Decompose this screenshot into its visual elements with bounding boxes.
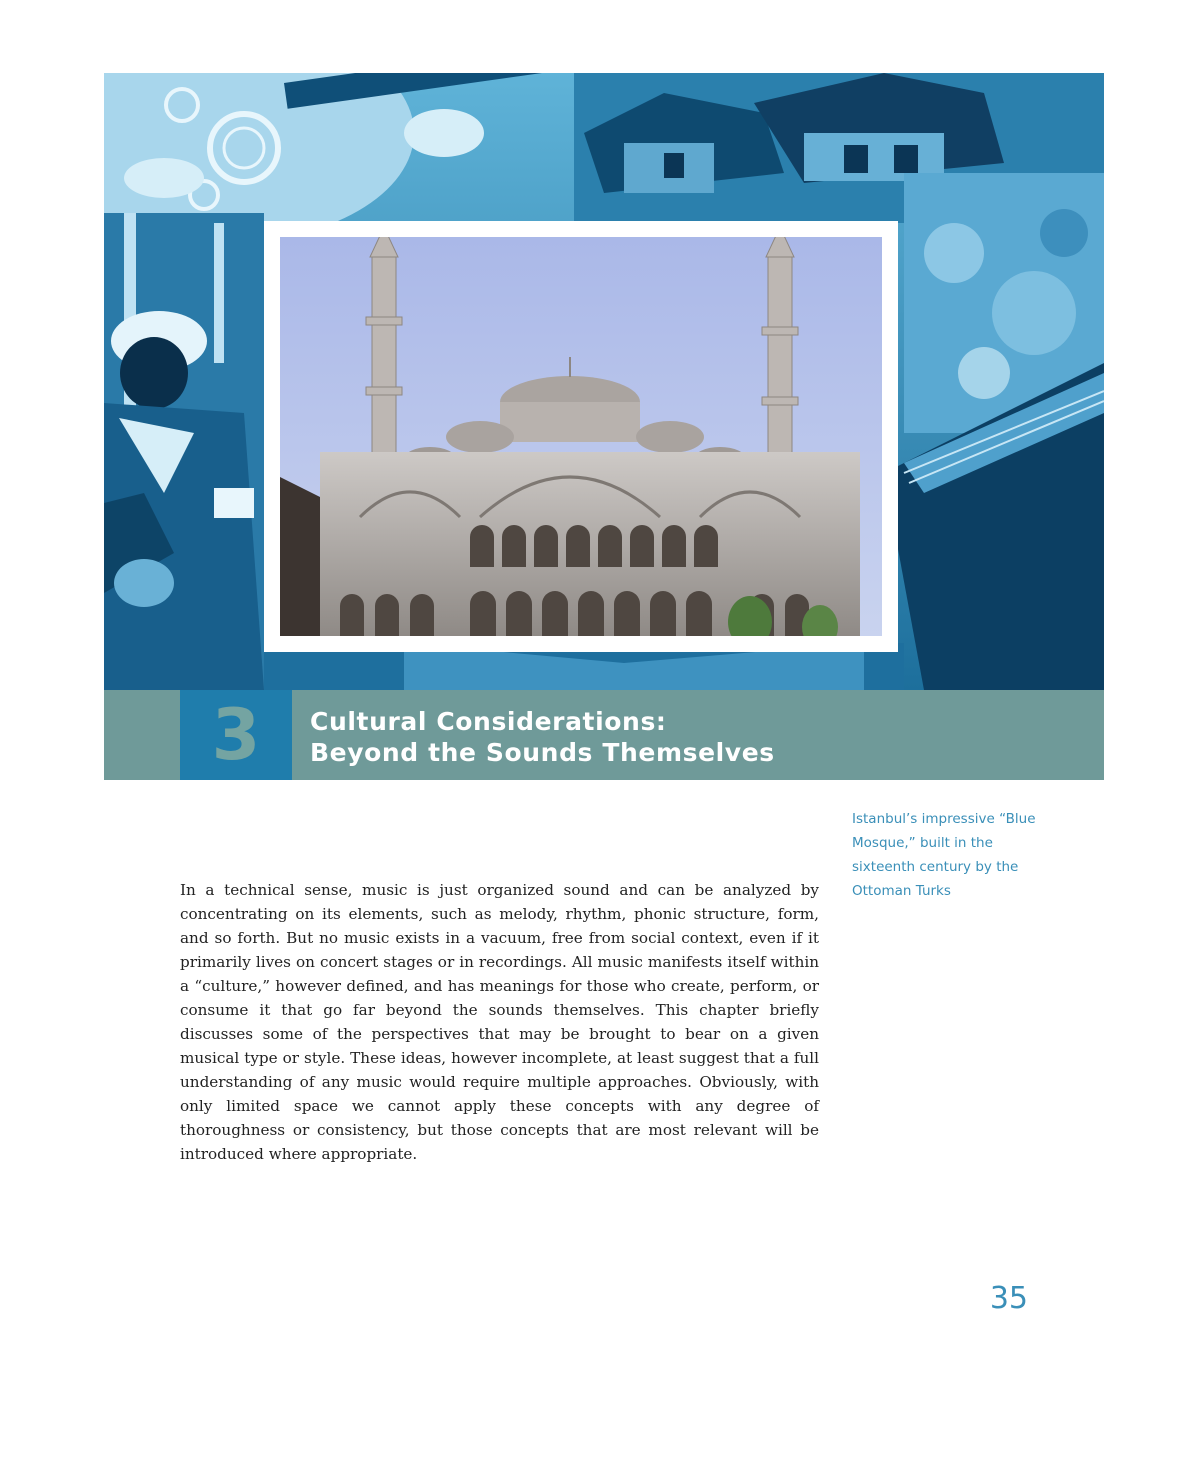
chapter-title-line-1: Cultural Considerations:	[310, 707, 667, 736]
photo-caption: Istanbul’s impressive “Blue Mosque,” built in the sixteenth century by the Ottoman Turks	[852, 811, 1036, 899]
mosque-photo-frame	[264, 221, 898, 652]
body-paragraph: In a technical sense, music is just organized sound and can be analyzed by concentrating on its elements, such as melody, rhythm, phonic structure, form, and so forth. But no music exists in a vacuum, free from social context, even if it primarily lives on concert stages or in recordings. All music manifests itself within a “culture,” however defined, and has meanings for those who create, perform, or consume it that go far beyond the sounds themselves. This chapter briefly discusses some of the perspectives that may be brought to bear on a given musical type or style. These ideas, however incomplete, at least suggest that a full understanding of any music would require multiple approaches. Obviously, with only limited space we cannot apply these concepts with any degree of thoroughness or consistency, but those concepts that are most relevant will be introduced where appropriate.	[180, 881, 819, 1163]
chapter-title-line-2: Beyond the Sounds Themselves	[310, 738, 775, 767]
blue-mosque-photo	[280, 237, 882, 636]
chapter-heading-band	[104, 690, 1104, 780]
chapter-title	[310, 706, 775, 768]
musician-person-image	[104, 213, 264, 690]
page-number: 35	[989, 1281, 1028, 1316]
chapter-number: 3	[211, 694, 261, 776]
chapter-number-box	[180, 690, 292, 780]
